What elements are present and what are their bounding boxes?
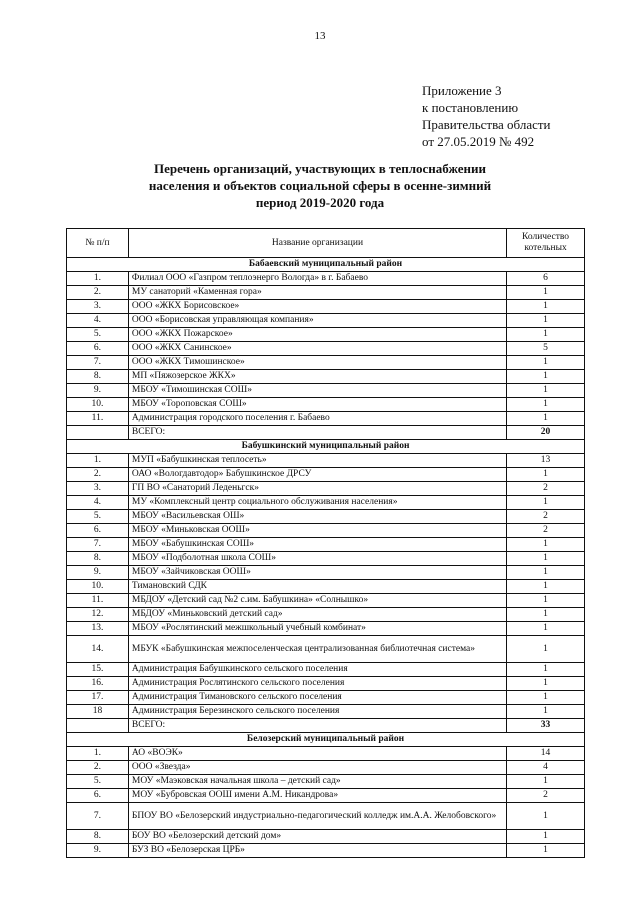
organization-name: МБОУ «Подболотная школа СОШ»: [128, 552, 506, 566]
boiler-count: 1: [507, 356, 585, 370]
district-name: Белозерский муниципальный район: [67, 733, 585, 747]
organization-name: ООО «ЖКХ Пожарское»: [128, 328, 506, 342]
district-header-row: [67, 733, 585, 747]
district-header-row: [67, 258, 585, 272]
table-row: [67, 677, 585, 691]
boiler-count: 1: [507, 398, 585, 412]
boiler-count: 4: [507, 761, 585, 775]
title-line: Перечень организаций, участвующих в теплоснабжении: [154, 161, 486, 176]
row-number: 13.: [67, 622, 129, 636]
table-row: [67, 314, 585, 328]
boiler-count: 1: [507, 300, 585, 314]
total-empty-cell: [67, 426, 129, 440]
boiler-count: 2: [507, 482, 585, 496]
appendix-block: [422, 82, 551, 150]
organization-name: ООО «Борисовская управляющая компания»: [128, 314, 506, 328]
organization-name: МБОУ «Тимошинская СОШ»: [128, 384, 506, 398]
organization-name: МОУ «Бубровская ООШ имени А.М. Никандрова»: [128, 789, 506, 803]
row-number: 11.: [67, 594, 129, 608]
table-row: [67, 482, 585, 496]
table-row: [67, 608, 585, 622]
organization-name: МБДОУ «Миньковский детский сад»: [128, 608, 506, 622]
district-name: Бабушкинский муниципальный район: [67, 440, 585, 454]
row-number: 17.: [67, 691, 129, 705]
organization-name: МОУ «Маэковская начальная школа – детский сад»: [128, 775, 506, 789]
row-number: 3.: [67, 482, 129, 496]
boiler-count: 1: [507, 844, 585, 858]
row-number: 2.: [67, 286, 129, 300]
table-row: [67, 412, 585, 426]
organization-name: МБДОУ «Детский сад №2 с.им. Бабушкина» «Солнышко»: [128, 594, 506, 608]
organization-name: МБОУ «Миньковская ООШ»: [128, 524, 506, 538]
appendix-date-line: от 27.05.2019 № 492: [422, 134, 535, 149]
row-number: 3.: [67, 300, 129, 314]
boiler-count: 2: [507, 524, 585, 538]
title-line: населения и объектов социальной сферы в осенне-зимний: [148, 178, 492, 193]
row-number: 7.: [67, 803, 129, 830]
boiler-count: 1: [507, 705, 585, 719]
row-number: 5.: [67, 328, 129, 342]
boiler-count: 1: [507, 538, 585, 552]
boiler-count: 1: [507, 286, 585, 300]
row-number: 11.: [67, 412, 129, 426]
row-number: 2.: [67, 468, 129, 482]
table-row: [67, 594, 585, 608]
boiler-count: 2: [507, 510, 585, 524]
table-row: [67, 300, 585, 314]
table-row: [67, 286, 585, 300]
organization-name: БПОУ ВО «Белозерский индустриально-педагогический колледж им.А.А. Желобовского»: [128, 803, 506, 830]
organization-name: МБУК «Бабушкинская межпоселенческая централизованная библиотечная система»: [128, 636, 506, 663]
table-row: [67, 830, 585, 844]
district-name: Бабаевский муниципальный район: [67, 258, 585, 272]
boiler-count: 1: [507, 468, 585, 482]
organization-name: ООО «Звезда»: [128, 761, 506, 775]
row-number: 9.: [67, 384, 129, 398]
row-number: 18: [67, 705, 129, 719]
row-number: 14.: [67, 636, 129, 663]
table-row: [67, 538, 585, 552]
boiler-count: 6: [507, 272, 585, 286]
table-row: [67, 398, 585, 412]
table-row: [67, 705, 585, 719]
header-name: Название организации: [128, 229, 506, 258]
row-number: 8.: [67, 370, 129, 384]
boiler-count: 1: [507, 608, 585, 622]
boiler-count: 1: [507, 384, 585, 398]
organization-name: Тимановский СДК: [128, 580, 506, 594]
table-row: [67, 496, 585, 510]
organization-name: АО «ВОЭК»: [128, 747, 506, 761]
organization-name: ООО «ЖКХ Санинское»: [128, 342, 506, 356]
district-total-row: [67, 426, 585, 440]
table-row: [67, 691, 585, 705]
organization-name: МБОУ «Васильевская ОШ»: [128, 510, 506, 524]
document-title: [100, 160, 540, 211]
boiler-count: 1: [507, 677, 585, 691]
organizations-table: [66, 228, 585, 858]
table-row: [67, 328, 585, 342]
boiler-count: 1: [507, 830, 585, 844]
appendix-line: к постановлению: [422, 100, 519, 115]
table-row: [67, 844, 585, 858]
row-number: 7.: [67, 356, 129, 370]
organization-name: Администрация Бабушкинского сельского поселения: [128, 663, 506, 677]
table-row: [67, 747, 585, 761]
table-row: [67, 552, 585, 566]
title-line: период 2019-2020 года: [255, 195, 385, 210]
table-row: [67, 272, 585, 286]
table-row: [67, 636, 585, 663]
table-row: [67, 663, 585, 677]
organization-name: Администрация Тимановского сельского поселения: [128, 691, 506, 705]
appendix-line: Правительства области: [422, 117, 551, 132]
table-row: [67, 510, 585, 524]
total-empty-cell: [67, 719, 129, 733]
page-number: 13: [314, 30, 326, 42]
organization-name: БУЗ ВО «Белозерская ЦРБ»: [128, 844, 506, 858]
boiler-count: 1: [507, 412, 585, 426]
boiler-count: 13: [507, 454, 585, 468]
row-number: 10.: [67, 580, 129, 594]
district-header-row: [67, 440, 585, 454]
district-total-row: [67, 719, 585, 733]
boiler-count: 1: [507, 580, 585, 594]
table-row: [67, 454, 585, 468]
table-row: [67, 356, 585, 370]
row-number: 15.: [67, 663, 129, 677]
row-number: 2.: [67, 761, 129, 775]
organization-name: ООО «ЖКХ Борисовское»: [128, 300, 506, 314]
table-header-row: [67, 229, 585, 258]
organization-name: Администрация городского поселения г. Бабаево: [128, 412, 506, 426]
table-row: [67, 580, 585, 594]
row-number: 16.: [67, 677, 129, 691]
organization-name: ГП ВО «Санаторий Леденьгск»: [128, 482, 506, 496]
boiler-count: 1: [507, 566, 585, 580]
boiler-count: 14: [507, 747, 585, 761]
organization-name: МБОУ «Рослятинский межшкольный учебный комбинат»: [128, 622, 506, 636]
organization-name: ООО «ЖКХ Тимошинское»: [128, 356, 506, 370]
boiler-count: 1: [507, 496, 585, 510]
boiler-count: 1: [507, 370, 585, 384]
organization-name: Администрация Рослятинского сельского поселения: [128, 677, 506, 691]
row-number: 7.: [67, 538, 129, 552]
boiler-count: 1: [507, 314, 585, 328]
table-row: [67, 342, 585, 356]
organization-name: Филиал ООО «Газпром теплоэнерго Вологда» в г. Бабаево: [128, 272, 506, 286]
table-row: [67, 761, 585, 775]
row-number: 8.: [67, 830, 129, 844]
table-row: [67, 803, 585, 830]
boiler-count: 1: [507, 803, 585, 830]
row-number: 10.: [67, 398, 129, 412]
row-number: 1.: [67, 272, 129, 286]
table-row: [67, 622, 585, 636]
header-num: № п/п: [67, 229, 129, 258]
row-number: 1.: [67, 454, 129, 468]
organization-name: МУ санаторий «Каменная гора»: [128, 286, 506, 300]
row-number: 6.: [67, 789, 129, 803]
boiler-count: 1: [507, 594, 585, 608]
table-row: [67, 468, 585, 482]
boiler-count: 1: [507, 622, 585, 636]
row-number: 8.: [67, 552, 129, 566]
boiler-count: 2: [507, 789, 585, 803]
total-count: 20: [507, 426, 585, 440]
organization-name: МБОУ «Зайчиковская ООШ»: [128, 566, 506, 580]
organization-name: МУП «Бабушкинская теплосеть»: [128, 454, 506, 468]
organization-name: МУ «Комплексный центр социального обслуживания населения»: [128, 496, 506, 510]
organization-name: Администрация Березинского сельского поселения: [128, 705, 506, 719]
table-row: [67, 524, 585, 538]
table-row: [67, 370, 585, 384]
organization-name: МБОУ «Тороповская СОШ»: [128, 398, 506, 412]
boiler-count: 1: [507, 775, 585, 789]
total-label: ВСЕГО:: [128, 426, 506, 440]
boiler-count: 1: [507, 636, 585, 663]
row-number: 6.: [67, 524, 129, 538]
row-number: 5.: [67, 510, 129, 524]
row-number: 6.: [67, 342, 129, 356]
row-number: 5.: [67, 775, 129, 789]
boiler-count: 1: [507, 552, 585, 566]
organization-name: ОАО «Вологдавтодор» Бабушкинское ДРСУ: [128, 468, 506, 482]
total-label: ВСЕГО:: [128, 719, 506, 733]
row-number: 4.: [67, 314, 129, 328]
row-number: 9.: [67, 566, 129, 580]
row-number: 1.: [67, 747, 129, 761]
header-count: Количество котельных: [507, 229, 585, 258]
organization-name: МП «Пяжозерское ЖКХ»: [128, 370, 506, 384]
boiler-count: 5: [507, 342, 585, 356]
row-number: 12.: [67, 608, 129, 622]
organization-name: МБОУ «Бабушкинская СОШ»: [128, 538, 506, 552]
boiler-count: 1: [507, 691, 585, 705]
table-row: [67, 789, 585, 803]
boiler-count: 1: [507, 328, 585, 342]
table-row: [67, 775, 585, 789]
row-number: 4.: [67, 496, 129, 510]
table-row: [67, 384, 585, 398]
organization-name: БОУ ВО «Белозерский детский дом»: [128, 830, 506, 844]
table-body: [67, 258, 585, 858]
row-number: 9.: [67, 844, 129, 858]
table-row: [67, 566, 585, 580]
boiler-count: 1: [507, 663, 585, 677]
appendix-line: Приложение 3: [422, 83, 502, 98]
total-count: 33: [507, 719, 585, 733]
